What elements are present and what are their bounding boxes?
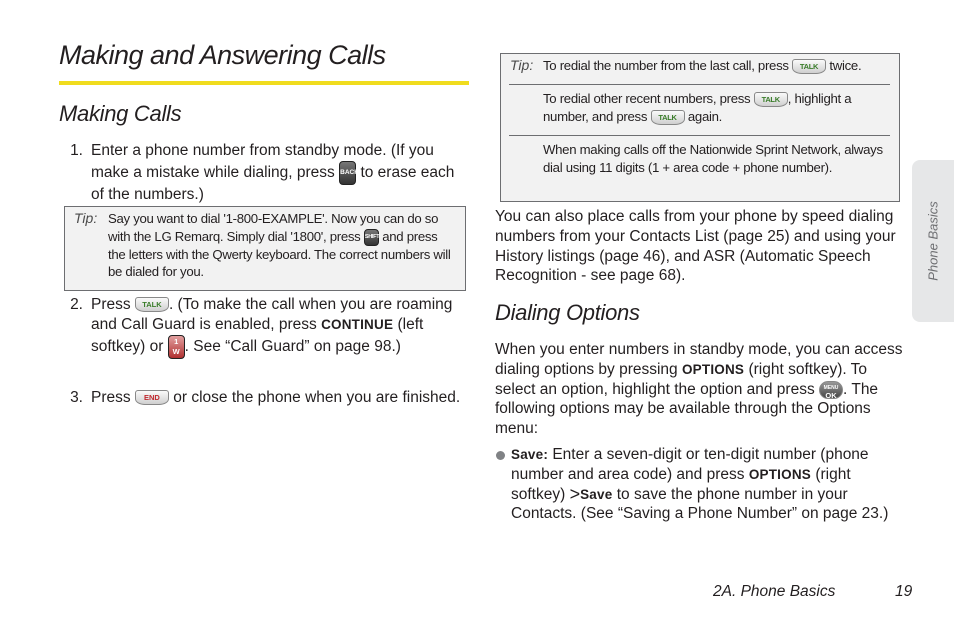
tip-2-item-1-text-b: twice. (829, 58, 862, 73)
continue-softkey: CONTINUE (321, 316, 394, 332)
dialing-options-heading: Dialing Options (495, 300, 640, 325)
tip-1-text-b: and press the letters with the Qwerty keyboard. The correct numbers will be dialed for you. (108, 228, 451, 280)
save-option-text-a: Enter a seven-digit or ten-digit number (phone number and area code) and press (511, 446, 869, 483)
tip-2-item-2-text-a: To redial other recent numbers, press (543, 91, 751, 106)
tip-2-label: Tip: (510, 57, 534, 73)
bullet-icon (496, 451, 505, 460)
menu-ok-key-top: MENU (823, 384, 839, 391)
dialing-options-intro (495, 340, 907, 439)
tip-1-text (108, 210, 458, 281)
save-option-label: Save: (511, 447, 549, 462)
step-1-number: 1. (70, 142, 83, 159)
save-softkey: Save (580, 486, 613, 502)
dialing-options-intro-c: . The following options may be available through the Options menu: (495, 380, 879, 438)
step-3-text-a: Press (91, 389, 131, 406)
section-side-tab (912, 160, 954, 322)
talk-key-icon: TALK (135, 297, 169, 312)
page-title: Making and Answering Calls (59, 40, 386, 70)
one-key-digit: 1 (174, 336, 179, 346)
step-1 (91, 141, 471, 205)
menu-ok-key-icon (819, 381, 843, 399)
speed-dial-paragraph: You can also place calls from your phone by speed dialing numbers from your Contacts List (page 25) and using your History listings (page 46), and ASR (Automatic Speech Recognition - see page 68). (495, 208, 896, 285)
tip-2-item-2-text-b: , highlight a number, and press (543, 91, 852, 124)
step-1-text-a: Enter a phone number from standby mode. (If you make a mistake while dialing, press (91, 142, 434, 181)
tip-1-text-a: Say you want to dial '1-800-EXAMPLE'. Now you can do so with the LG Remarq. Simply dial '1800', press (108, 211, 439, 244)
menu-ok-key-label: OK (825, 390, 837, 400)
step-3 (91, 388, 471, 408)
one-key-icon (168, 335, 185, 359)
step-2-text-a: Press (91, 296, 131, 313)
step-1-text-b: to erase each of the numbers.) (91, 163, 455, 203)
side-tab-label: Phone Basics (925, 201, 941, 281)
talk-key-icon: TALK (792, 59, 826, 74)
talk-key-icon: TALK (754, 92, 788, 107)
tip-1-label: Tip: (74, 210, 98, 226)
step-2-number: 2. (70, 296, 83, 313)
options-softkey: OPTIONS (681, 361, 745, 377)
chevron-right-icon: > (569, 483, 581, 504)
dialing-options-intro-b: (right softkey). To select an option, highlight the option and press (495, 360, 868, 398)
tip-divider (509, 135, 890, 136)
save-option-text-c: to save the phone number in your Contacts. (See “Saving a Phone Number” on page 23.) (511, 485, 889, 523)
end-key-icon: END (135, 390, 169, 405)
tip-box-redial (500, 53, 900, 202)
back-key-icon: BACK (339, 161, 356, 185)
footer-section: 2A. Phone Basics (713, 583, 836, 600)
one-key-letter: W (172, 346, 180, 356)
step-3-text-b: or close the phone when you are finished. (173, 389, 461, 406)
tip-2-item-2-text-c: again. (687, 108, 723, 124)
tip-2-item-3: When making calls off the Nationwide Sprint Network, always dial using 11 digits (1 + area code + phone number). (543, 142, 883, 175)
step-2-text-d: . See “Call Guard” on page 98.) (184, 337, 401, 355)
talk-key-icon: TALK (651, 110, 685, 125)
tip-divider (509, 84, 890, 85)
shift-key-icon: SHIFT (364, 229, 379, 246)
making-calls-heading: Making Calls (59, 101, 182, 126)
tip-2-item-2 (543, 90, 888, 125)
step-2-text-c: (left softkey) or (91, 315, 424, 355)
save-option-item (511, 445, 907, 524)
dialing-options-intro-a: When you enter numbers in standby mode, you can access dialing options by pressing (495, 341, 903, 378)
options-softkey: OPTIONS (748, 466, 811, 482)
step-3-number: 3. (70, 389, 83, 406)
step-2 (91, 295, 471, 359)
tip-2-item-1-text-a: To redial the number from the last call, press (543, 58, 789, 73)
tip-2-item-1 (543, 57, 893, 75)
footer-page-number: 19 (895, 583, 913, 600)
save-option-text-b: (right softkey) (511, 465, 851, 503)
step-2-text-b: . (To make the call when you are roaming and Call Guard is enabled, press (91, 296, 453, 333)
title-underline (59, 81, 469, 85)
